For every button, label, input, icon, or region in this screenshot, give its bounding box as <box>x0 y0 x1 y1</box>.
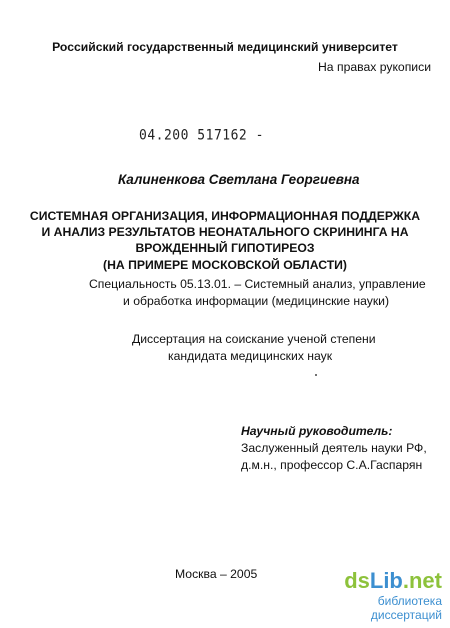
library-stamp-number: 04.200 517162 - <box>139 127 264 144</box>
place-and-year: Москва – 2005 <box>175 567 258 581</box>
title-line-2: И АНАЛИЗ РЕЗУЛЬТАТОВ НЕОНАТАЛЬНОГО СКРИНИНГА НА <box>41 225 409 239</box>
dslib-logo: dsLib.net <box>344 568 442 593</box>
title-line-3: ВРОЖДЕННЫЙ ГИПОТИРЕОЗ <box>135 241 315 255</box>
supervisor-line-1: Заслуженный деятель науки РФ, <box>241 441 427 455</box>
specialty-line-1: Специальность 05.13.01. – Системный анализ, управление <box>89 277 426 291</box>
title-line-1: СИСТЕМНАЯ ОРГАНИЗАЦИЯ, ИНФОРМАЦИОННАЯ ПОДДЕРЖКА <box>29 209 421 223</box>
dslib-watermark <box>332 570 442 622</box>
supervisor-heading: Научный руководитель: <box>241 424 393 438</box>
degree-line-1: Диссертация на соискание ученой степени <box>132 332 376 346</box>
specialty-line-2: и обработка информации (медицинские науки) <box>123 294 390 308</box>
university-name: Российский государственный медицинский университет <box>52 40 398 54</box>
dslib-subtitle: библиотека диссертаций <box>370 594 442 622</box>
title-line-4: (НА ПРИМЕРЕ МОСКОВСКОЙ ОБЛАСТИ) <box>103 258 347 272</box>
manuscript-rights-label: На правах рукописи <box>318 60 432 74</box>
degree-line-2: кандидата медицинских наук <box>168 349 333 363</box>
scan-speck <box>315 374 317 376</box>
supervisor-line-2: д.м.н., профессор С.А.Гаспарян <box>241 458 423 472</box>
author-name: Калиненкова Светлана Георгиевна <box>118 172 360 187</box>
